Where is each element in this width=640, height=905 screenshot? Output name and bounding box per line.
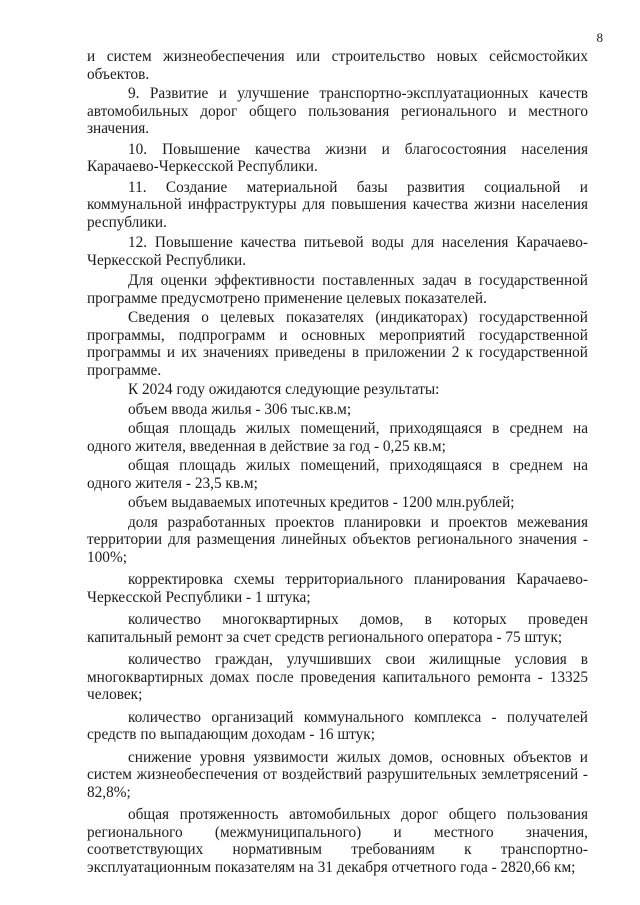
result-item: общая площадь жилых помещений, приходящаяся в среднем на одного жителя - 23,5 кв.м;	[87, 457, 588, 492]
result-item: общая площадь жилых помещений, приходящаяся в среднем на одного жителя, введенная в действие за год - 0,25 кв.м;	[87, 420, 588, 455]
result-item: объем ввода жилья - 306 тыс.кв.м;	[128, 400, 352, 418]
paragraph-indicators: Для оценки эффективности поставленных задач в государственной программе предусмотрено применение целевых показателей.	[87, 272, 588, 307]
result-item: корректировка схемы территориального планирования Карачаево-Черкесской Республики - 1 штука;	[87, 571, 588, 606]
result-item: общая протяженность автомобильных дорог общего пользования регионального (межмуниципального) и местного значения, соответствующих нормативным требованиям к транспортно-эксплуатационным показателям на 31 декабря отчетного года - 2820,66 км;	[87, 806, 588, 876]
paragraph-continuation: и систем жизнеобеспечения или строительство новых сейсмостойких объектов.	[87, 48, 588, 83]
paragraph-item-11: 11. Создание материальной базы развития социальной и коммунальной инфраструктуры для повышения качества жизни населения республики.	[87, 178, 588, 231]
result-item: количество организаций коммунального комплекса - получателей средств по выпадающим доходам - 16 штук;	[87, 708, 588, 743]
paragraph-item-12: 12. Повышение качества питьевой воды для населения Карачаево-Черкесской Республики.	[87, 234, 588, 269]
document-body	[87, 48, 588, 878]
paragraph-item-9: 9. Развитие и улучшение транспортно-эксплуатационных качеств автомобильных дорог общего пользования регионального и местного значения.	[87, 85, 588, 137]
paragraph-item-10: 10. Повышение качества жизни и благосостояния населения Карачаево-Черкесской Республики.	[87, 140, 588, 175]
result-item: снижение уровня уязвимости жилых домов, основных объектов и систем жизнеобеспечения от воздействий разрушительных землетрясений - 82,8%;	[87, 748, 588, 801]
paragraph-indicators-info: Сведения о целевых показателях (индикаторах) государственной программы, подпрограмм и основных мероприятий государственной программы и их значениях приведены в приложении 2 к государственной программе.	[87, 309, 588, 379]
result-item: количество многоквартирных домов, в которых проведен капитальный ремонт за счет средств регионального оператора - 75 штук;	[87, 611, 588, 646]
paragraph-results-intro: К 2024 году ожидаются следующие результаты:	[128, 381, 440, 398]
page-number: 8	[596, 30, 603, 45]
result-item: объем выдаваемых ипотечных кредитов - 1200 млн.рублей;	[128, 494, 515, 511]
result-item: доля разработанных проектов планировки и проектов межевания территории для размещения линейных объектов регионального значения - 100%;	[87, 513, 588, 566]
result-item: количество граждан, улучшивших свои жилищные условия в многоквартирных домах после проведения капитального ремонта - 13325 человек;	[87, 651, 588, 703]
